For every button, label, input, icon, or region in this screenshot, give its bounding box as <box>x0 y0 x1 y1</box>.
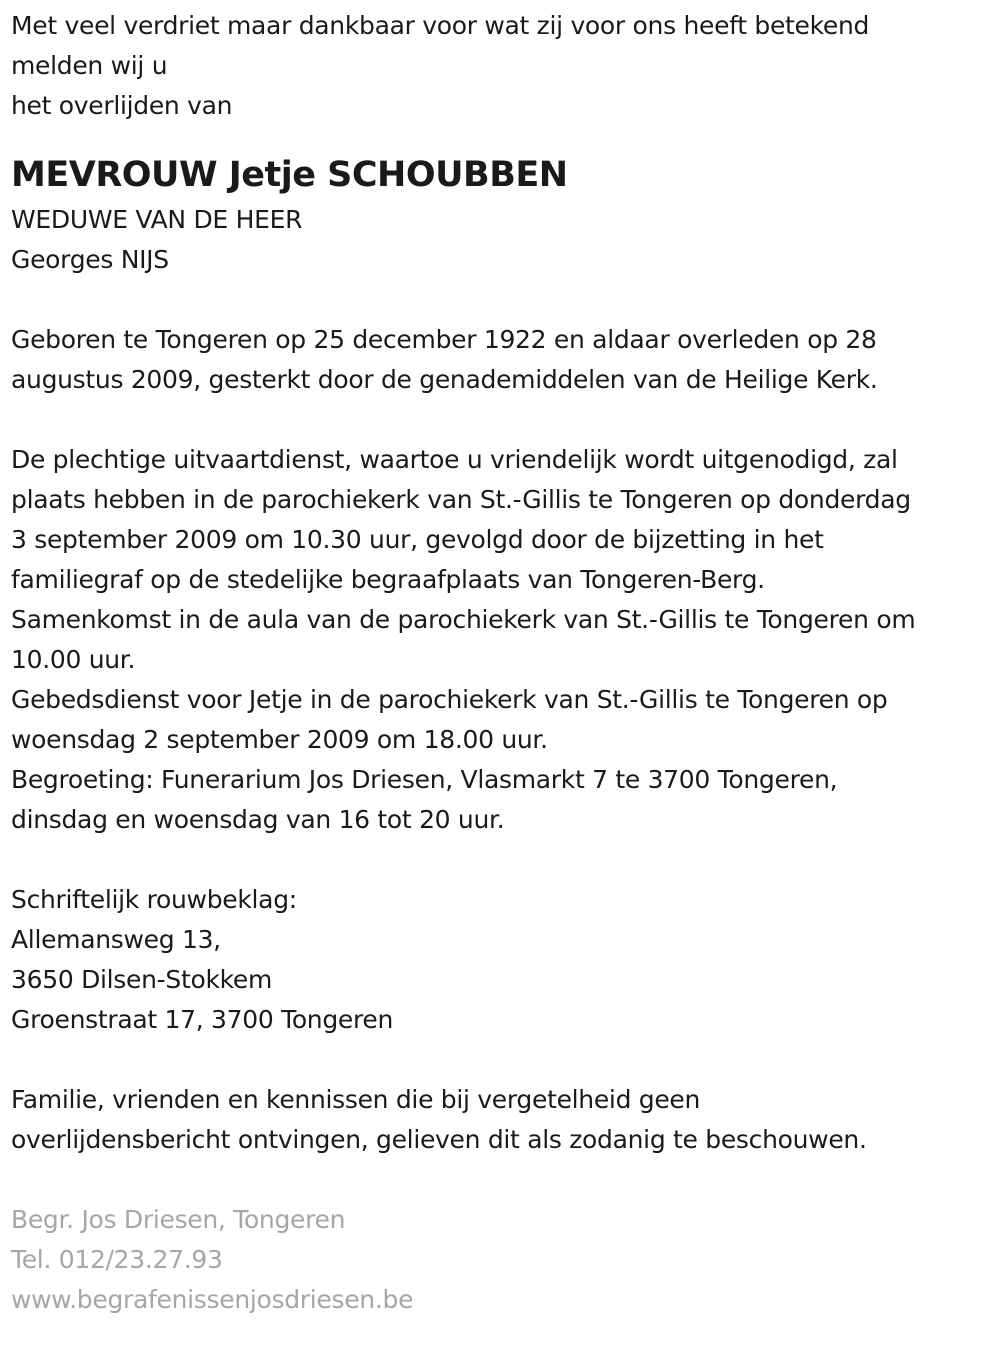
notice-line: overlijdensbericht ontvingen, gelieven dit als zodanig te beschouwen. <box>11 1125 867 1154</box>
relation-line: WEDUWE VAN DE HEER <box>11 205 303 234</box>
intro-line: het overlijden van <box>11 91 233 120</box>
address-line: Allemansweg 13, <box>11 925 221 954</box>
birth-death-section <box>11 320 1000 400</box>
ceremony-line: Begroeting: Funerarium Jos Driesen, Vlasmarkt 7 te 3700 Tongeren, <box>11 765 838 794</box>
condolences-section <box>11 880 1000 1040</box>
ceremony-line: Gebedsdienst voor Jetje in de parochiekerk van St.-Gillis te Tongeren op <box>11 685 888 714</box>
ceremony-line: woensdag 2 september 2009 om 18.00 uur. <box>11 725 548 754</box>
birth-death-line: Geboren te Tongeren op 25 december 1922 en aldaar overleden op 28 <box>11 325 877 354</box>
intro-line: melden wij u <box>11 51 168 80</box>
ceremony-line: 3 september 2009 om 10.30 uur, gevolgd door de bijzetting in het <box>11 525 824 554</box>
notice-line: Familie, vrienden en kennissen die bij vergetelheid geen <box>11 1085 701 1114</box>
ceremony-line: 10.00 uur. <box>11 645 136 674</box>
ceremony-line: familiegraf op de stedelijke begraafplaats van Tongeren-Berg. <box>11 565 765 594</box>
funeral-home-phone: Tel. 012/23.27.93 <box>11 1245 223 1274</box>
address-line: Groenstraat 17, 3700 Tongeren <box>11 1005 394 1034</box>
birth-death-line: augustus 2009, gesterkt door de genademiddelen van de Heilige Kerk. <box>11 365 878 394</box>
spouse-name: Georges NIJS <box>11 245 169 274</box>
ceremony-line: De plechtige uitvaartdienst, waartoe u vriendelijk wordt uitgenodigd, zal <box>11 445 898 474</box>
ceremony-line: plaats hebben in de parochiekerk van St.-Gillis te Tongeren op donderdag <box>11 485 911 514</box>
ceremony-line: Samenkomst in de aula van de parochiekerk van St.-Gillis te Tongeren om <box>11 605 916 634</box>
funeral-home-website[interactable]: www.begrafenissenjosdriesen.be <box>11 1285 414 1314</box>
deceased-section <box>11 150 1000 280</box>
address-line: 3650 Dilsen-Stokkem <box>11 965 273 994</box>
intro-section <box>11 6 1000 126</box>
condolences-heading: Schriftelijk rouwbeklag: <box>11 885 297 914</box>
deceased-name: MEVROUW Jetje SCHOUBBEN <box>11 155 568 195</box>
intro-line: Met veel verdriet maar dankbaar voor wat zij voor ons heeft betekend <box>11 11 870 40</box>
ceremony-section <box>11 440 1000 840</box>
notice-section <box>11 1080 1000 1160</box>
ceremony-line: dinsdag en woensdag van 16 tot 20 uur. <box>11 805 505 834</box>
footer-section <box>11 1200 1000 1320</box>
funeral-home-name: Begr. Jos Driesen, Tongeren <box>11 1205 346 1234</box>
